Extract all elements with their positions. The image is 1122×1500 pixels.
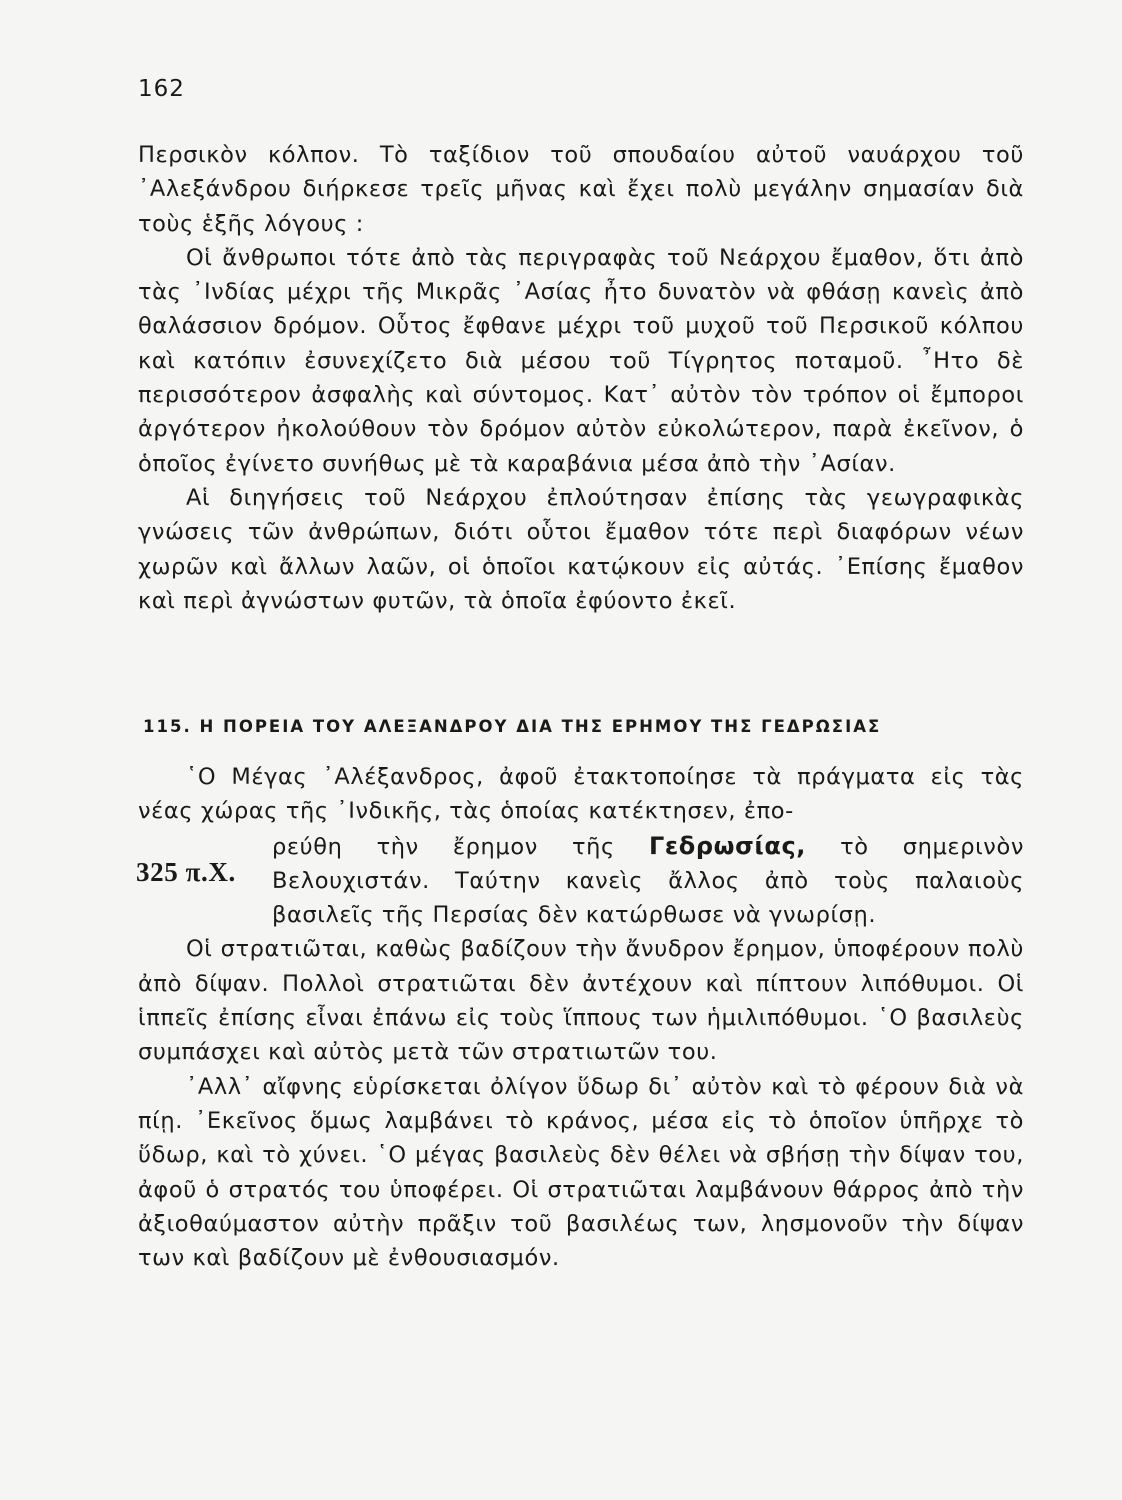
keyword-gedrosia: Γεδρωσίας, (648, 831, 807, 860)
paragraph: Οἱ ἄνθρωποι τότε ἀπὸ τὰς περιγραφὰς τοῦ Νεάρχου ἔμαθον, ὅτι ἀπὸ τὰς ᾿Ινδίας μέχρι τῆς Μικρᾶς ᾿Ασίας ἦτο δυνατὸν νὰ φθάσῃ κανεὶς ἀπὸ θαλάσσιον δρόμον. Οὗτος ἔφθανε μέχρι τοῦ μυχοῦ τοῦ Περσικοῦ κόλπου καὶ κατόπιν ἐσυνεχίζετο διὰ μέσου τοῦ Τίγρητος ποταμοῦ. ῏Ητο δὲ περισσότερον ἀσφαλὴς καὶ σύντομος. Κατ᾿ αὐτὸν τὸν τρόπον οἱ ἔμποροι ἀργότερον ἠκολούθουν τὸν δρόμον αὐτὸν εὐκολώτερον, παρὰ ἐκεῖνον, ὁ ὁποῖος ἐγίνετο συνήθως μὲ τὰ καραβάνια μέσα ἀπὸ τὴν ᾿Ασίαν. (138, 244, 1024, 477)
margin-note-wrap (138, 829, 1024, 933)
paragraph-opening: ῾Ο Μέγας ᾿Αλέξανδρος, ἀφοῦ ἐτακτοποίησε τὰ πράγματα εἰς τὰς νέας χώρας τῆς ᾿Ινδικῆς, τὰς ὁποίας κατέκτησεν, ἐπο- (138, 764, 1024, 825)
paragraph: Αἱ διηγήσεις τοῦ Νεάρχου ἐπλούτησαν ἐπίσης τὰς γεωγραφικὰς γνώσεις τῶν ἀνθρώπων, διότι οὗτοι ἔμαθον τότε περὶ διαφόρων νέων χωρῶν καὶ ἄλλων λαῶν, οἱ ὁποῖοι κατῴκουν εἰς αὐτάς. ᾿Επίσης ἔμαθον καὶ περὶ ἀγνώστων φυτῶν, τὰ ὁποῖα ἐφύοντο ἐκεῖ. (138, 484, 1024, 614)
text-run: ρεύθη τὴν ἔρημον τῆς (272, 833, 615, 860)
text-run: τὸ σημερινὸν Βελουχιστάν. Ταύτην κανεὶς ἄλλος ἀπὸ τοὺς παλαιοὺς βασιλεῖς τῆς Περσίας δὲν κατώρθωσε νὰ γνωρίσῃ. (272, 833, 1024, 929)
paragraph: Οἱ στρατιῶται, καθὼς βαδίζουν τὴν ἄνυδρον ἔρημον, ὑποφέρουν πολὺ ἀπὸ δίψαν. Πολλοὶ στρατιῶται δὲν ἀντέχουν καὶ πίπτουν λιπόθυμοι. Οἱ ἱππεῖς ἐπίσης εἶναι ἐπάνω εἰς τοὺς ἵππους των ἡμιλιπόθυμοι. ῾Ο βασιλεὺς συμπάσχει καὶ αὐτὸς μετὰ τῶν στρατιωτῶν του. (138, 936, 1024, 1066)
margin-date: 325 π.Χ. (136, 856, 236, 887)
section-text (138, 760, 1024, 1275)
section-heading: 115. Η ΠΟΡΕΙΑ ΤΟΥ ΑΛΕΞΑΝΔΡΟΥ ΔΙΑ ΤΗΣ ΕΡΗΜΟΥ ΤΗΣ ΓΕΔΡΩΣΙΑΣ (143, 717, 882, 736)
intro-text (138, 138, 1024, 618)
paragraph: Περσικὸν κόλπον. Τὸ ταξίδιον τοῦ σπουδαίου αὐτοῦ ναυάρχου τοῦ ᾿Αλεξάνδρου διήρκεσε τρεῖς μῆνας καὶ ἔχει πολὺ μεγάλην σημασίαν διὰ τοὺς ἑξῆς λόγους : (138, 142, 1024, 237)
paragraph: ᾿Αλλ᾿ αἴφνης εὑρίσκεται ὀλίγον ὕδωρ δι᾿ αὐτὸν καὶ τὸ φέρουν διὰ νὰ πίῃ. ᾿Εκεῖνος ὅμως λαμβάνει τὸ κράνος, μέσα εἰς τὸ ὁποῖον ὑπῆρχε τὸ ὕδωρ, καὶ τὸ χύνει. ῾Ο μέγας βασιλεὺς δὲν θέλει νὰ σβήσῃ τὴν δίψαν του, ἀφοῦ ὁ στρατός του ὑποφέρει. Οἱ στρατιῶται λαμβάνουν θάρρος ἀπὸ τὴν ἀξιοθαύμαστον αὐτὴν πρᾶξιν τοῦ βασιλέως των, λησμονοῦν τὴν δίψαν των καὶ βαδίζουν μὲ ἐνθουσιασμόν. (138, 1073, 1024, 1272)
page-number: 162 (138, 76, 185, 102)
